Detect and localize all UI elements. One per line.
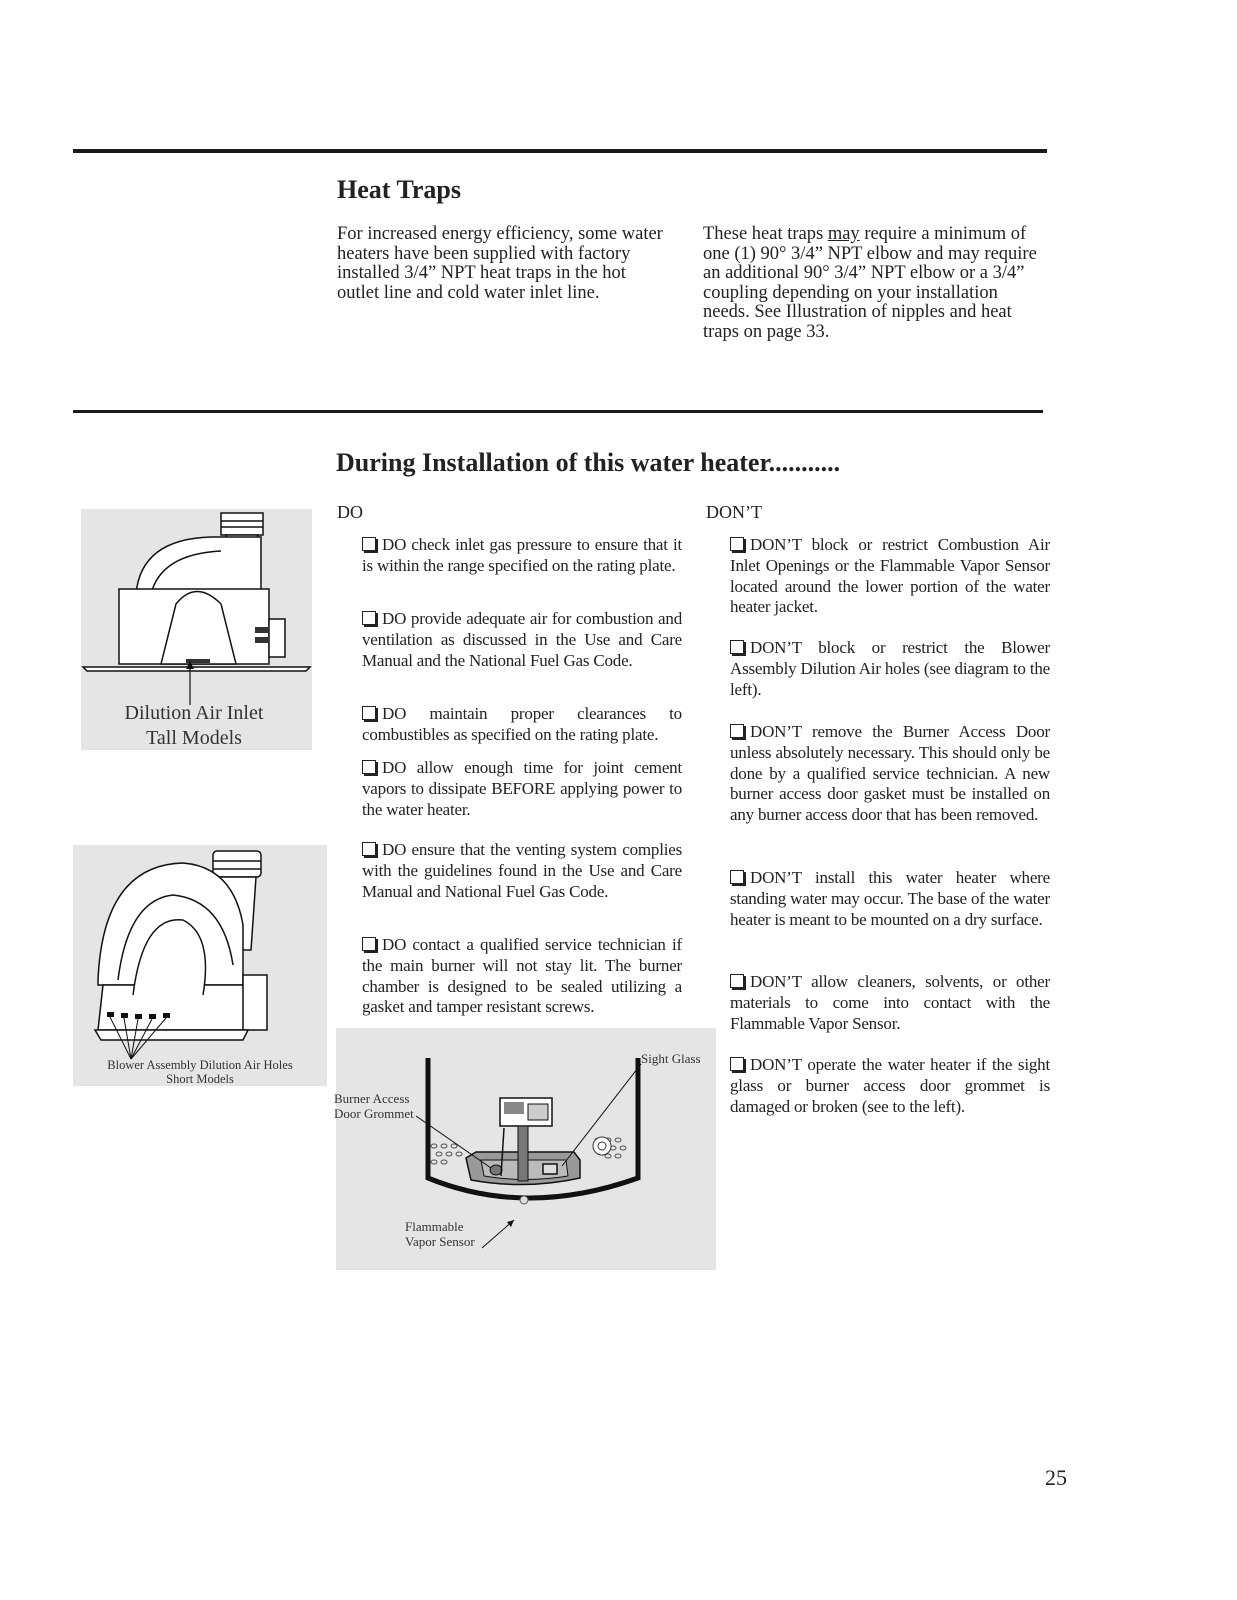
- do-item-text: DO ensure that the venting system complies with the guidelines found in the Use and Care Manual and National Fuel Gas Code.: [362, 840, 682, 901]
- middle-rule: [73, 410, 1043, 413]
- dont-item: [730, 722, 1050, 826]
- do-item: [362, 609, 682, 671]
- checkbox-icon: [362, 760, 376, 774]
- do-item: [362, 935, 682, 1018]
- do-item: [362, 758, 682, 820]
- checkbox-icon: [362, 611, 376, 625]
- do-item-text: DO provide adequate air for combustion and ventilation as discussed in the Use and Care Manual and the National Fuel Gas Code.: [362, 609, 682, 670]
- tall-figure-caption: [81, 701, 307, 751]
- installation-title: During Installation of this water heater...........: [336, 448, 841, 477]
- checkbox-icon: [730, 870, 744, 884]
- dont-item-text: DON’T block or restrict the Blower Assembly Dilution Air holes (see diagram to the left).: [730, 638, 1050, 699]
- burner-sensor-figure: [336, 1028, 716, 1270]
- dont-item-text: DON’T remove the Burner Access Door unless absolutely necessary. This should only be done by a qualified service technician. A new burner access door gasket must be installed on any burner access door that has been removed.: [730, 722, 1050, 825]
- grommet-label: [334, 1091, 414, 1121]
- dont-item: [730, 1055, 1050, 1117]
- dont-item: [730, 868, 1050, 930]
- do-item-text: DO maintain proper clearances to combustibles as specified on the rating plate.: [362, 704, 682, 744]
- checkbox-icon: [730, 724, 744, 738]
- do-item-text: DO allow enough time for joint cement vapors to dissipate BEFORE applying power to the water heater.: [362, 758, 682, 819]
- heat-traps-right-before: These heat traps: [703, 224, 828, 244]
- dont-item-text: DON’T block or restrict Combustion Air Inlet Openings or the Flammable Vapor Sensor located around the lower portion of the water heater jacket.: [730, 535, 1050, 617]
- tall-caption-line2: Tall Models: [146, 727, 242, 749]
- checkbox-icon: [730, 640, 744, 654]
- dont-item-text: DON’T operate the water heater if the sight glass or burner access door grommet is damaged or broken (see to the left).: [730, 1055, 1050, 1116]
- checkbox-icon: [730, 537, 744, 551]
- checkbox-icon: [362, 537, 376, 551]
- dont-item: [730, 972, 1050, 1034]
- do-item-text: DO contact a qualified service technician if the main burner will not stay lit. The burner chamber is designed to be sealed utilizing a gasket and tamper resistant screws.: [362, 935, 682, 1017]
- grommet-label-line2: Door Grommet: [334, 1106, 414, 1121]
- sight-glass-label: Sight Glass: [641, 1051, 701, 1066]
- do-item: [362, 704, 682, 746]
- vapor-sensor-label-line2: Vapor Sensor: [405, 1234, 475, 1249]
- short-caption-line2: Short Models: [166, 1072, 234, 1086]
- dont-item-text: DON’T allow cleaners, solvents, or other materials to come into contact with the Flammable Vapor Sensor.: [730, 972, 1050, 1033]
- checkbox-icon: [362, 842, 376, 856]
- do-item: [362, 535, 682, 577]
- heat-traps-right-text: [703, 225, 1048, 343]
- top-rule: [73, 149, 1047, 153]
- heat-traps-may: may: [827, 224, 860, 244]
- checkbox-icon: [730, 974, 744, 988]
- dont-item-text: DON’T install this water heater where standing water may occur. The base of the water heater is meant to be mounted on a dry surface.: [730, 868, 1050, 929]
- checkbox-icon: [730, 1057, 744, 1071]
- blower-assembly-short-illustration: [73, 845, 327, 1086]
- tall-caption-line1: Dilution Air Inlet: [124, 702, 264, 724]
- heat-traps-left-text: For increased energy efficiency, some water heaters have been supplied with factory installed 3/4” NPT heat traps in the hot outlet line and cold water inlet line.: [337, 224, 663, 303]
- vapor-sensor-label: [405, 1219, 475, 1249]
- dont-item: [730, 638, 1050, 700]
- vapor-sensor-label-line1: Flammable: [405, 1219, 464, 1234]
- short-model-figure: [73, 845, 327, 1086]
- page-number: 25: [1045, 1465, 1067, 1490]
- short-caption-line1: Blower Assembly Dilution Air Holes: [107, 1058, 293, 1072]
- checkbox-icon: [362, 706, 376, 720]
- tall-model-figure: [81, 509, 312, 750]
- do-column-label: DO: [337, 502, 363, 522]
- heat-traps-title: Heat Traps: [337, 175, 461, 204]
- do-item: [362, 840, 682, 902]
- dont-item: [730, 535, 1050, 618]
- short-figure-caption: [73, 1058, 327, 1086]
- dont-column-label: DON’T: [706, 502, 762, 522]
- grommet-label-line1: Burner Access: [334, 1091, 410, 1106]
- heat-traps-right-after: require a minimum of one (1) 90° 3/4” NPT elbow and may require an additional 90° 3/4” NPT elbow or a 3/4” coupling depending on your installation needs. See Illustration of nipples and heat traps on page 33.: [703, 224, 1037, 342]
- do-item-text: DO check inlet gas pressure to ensure that it is within the range specified on the rating plate.: [362, 535, 682, 575]
- checkbox-icon: [362, 937, 376, 951]
